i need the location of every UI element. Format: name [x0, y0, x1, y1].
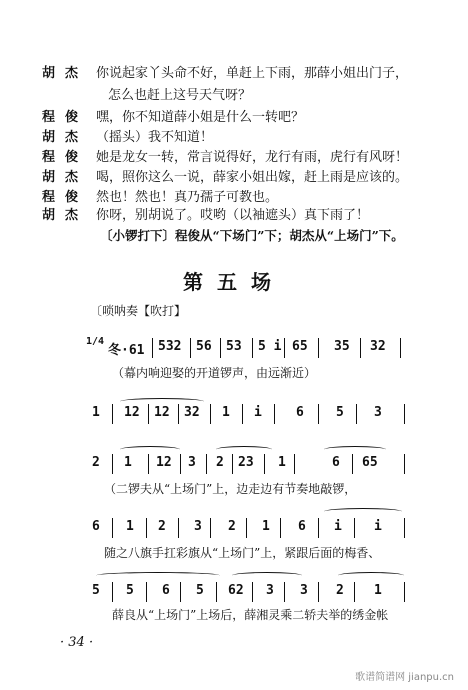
- slur: [232, 572, 302, 579]
- barline: [252, 582, 253, 602]
- note: 5: [196, 583, 204, 598]
- note: 1: [92, 405, 100, 420]
- note: 6: [296, 405, 304, 420]
- barline: [264, 454, 265, 474]
- barline: [318, 582, 319, 602]
- barline: [354, 518, 355, 538]
- speaker: 胡杰: [42, 170, 89, 185]
- lyric-line: （二锣夫从“上场门”上，边走边有节奏地敲锣，: [104, 482, 357, 496]
- note-group: 32: [370, 339, 386, 354]
- barline: [246, 518, 247, 538]
- note-group: 56: [196, 339, 212, 354]
- dialogue-text: 喝，照你这么一说，薛家小姐出嫁，赶上雨是应该的。: [96, 170, 409, 185]
- barline: [280, 518, 281, 538]
- barline: [152, 338, 153, 358]
- note: 62: [228, 583, 244, 598]
- slur: [120, 398, 204, 405]
- barline: [318, 338, 319, 358]
- barline: [284, 338, 285, 358]
- note: 3: [188, 455, 196, 470]
- scene-title: 第五场: [183, 270, 285, 294]
- note: i: [254, 405, 262, 420]
- slur: [96, 572, 220, 579]
- barline: [112, 404, 113, 424]
- lyric-line: 随之八旗手扛彩旗从“上场门”上，紧跟后面的梅香、: [104, 546, 381, 560]
- note: 1: [262, 519, 270, 534]
- note: 12: [124, 405, 140, 420]
- time-signature: 1/4: [86, 336, 105, 347]
- note: 65: [362, 455, 378, 470]
- note: 3: [266, 583, 274, 598]
- note: 5: [92, 583, 100, 598]
- slur: [324, 508, 402, 515]
- notation-row: [92, 580, 422, 602]
- note: 3: [374, 405, 382, 420]
- slur: [120, 446, 180, 453]
- notation-row: [92, 452, 422, 474]
- barline: [284, 582, 285, 602]
- notation-row: [92, 402, 422, 424]
- barline: [148, 454, 149, 474]
- barline: [178, 518, 179, 538]
- lyric-line: （幕内响迎娶的开道锣声，由远渐近）: [112, 366, 317, 380]
- barline: [360, 338, 361, 358]
- barline: [112, 518, 113, 538]
- note-group: 65: [292, 339, 308, 354]
- note: 6: [298, 519, 306, 534]
- barline: [232, 454, 233, 474]
- note: 2: [92, 455, 100, 470]
- note: 1: [126, 519, 134, 534]
- watermark: 歌谱简谱网 jianpu.cn: [355, 672, 454, 683]
- slur: [324, 446, 386, 453]
- note: 6: [332, 455, 340, 470]
- note: i: [374, 519, 382, 534]
- slur: [338, 572, 404, 579]
- barline: [210, 518, 211, 538]
- speaker: 程俊: [42, 150, 89, 165]
- barline: [112, 454, 113, 474]
- barline: [318, 404, 319, 424]
- note: 5: [336, 405, 344, 420]
- note: 3: [194, 519, 202, 534]
- note: 2: [336, 583, 344, 598]
- music-instruction: 〔唢呐奏【吹打】: [90, 304, 187, 318]
- note: 6: [162, 583, 170, 598]
- note: 2: [216, 455, 224, 470]
- note: 3: [300, 583, 308, 598]
- barline: [206, 454, 207, 474]
- barline: [146, 518, 147, 538]
- note-group: 冬·61: [108, 343, 145, 358]
- note: 1: [278, 455, 286, 470]
- barline: [294, 454, 295, 474]
- barline: [178, 404, 179, 424]
- barline: [180, 582, 181, 602]
- speaker: 程俊: [42, 190, 89, 205]
- note: 12: [156, 455, 172, 470]
- barline: [242, 404, 243, 424]
- barline: [216, 582, 217, 602]
- notation-row: [86, 336, 416, 358]
- barline: [180, 454, 181, 474]
- speaker: 胡杰: [42, 208, 89, 223]
- note: 5: [126, 583, 134, 598]
- barline: [112, 582, 113, 602]
- barline: [220, 338, 221, 358]
- speaker: 胡杰: [42, 130, 89, 145]
- dialogue-text: 你呀，别胡说了。哎哟（以袖遮头）真下雨了！: [96, 208, 370, 223]
- barline: [318, 518, 319, 538]
- barline: [190, 338, 191, 358]
- barline: [252, 338, 253, 358]
- note-group: 53: [226, 339, 242, 354]
- dialogue-text: 怎么也赶上这号天气呀？: [108, 88, 252, 103]
- note-group: 532: [158, 339, 182, 354]
- barline: [148, 404, 149, 424]
- note: 1: [374, 583, 382, 598]
- note: 6: [92, 519, 100, 534]
- barline: [274, 404, 275, 424]
- barline: [352, 454, 353, 474]
- note-group: 35: [334, 339, 350, 354]
- stage-direction: 〔小锣打下〕程俊从“下场门”下；胡杰从“上场门”下。: [100, 228, 404, 243]
- barline: [354, 582, 355, 602]
- dialogue-text: 你说起家丫头命不好，单赶上下雨，那薛小姐出门子，: [96, 66, 409, 81]
- notation-row: [92, 516, 422, 538]
- dialogue-text: （摇头）我不知道！: [96, 130, 214, 145]
- barline: [146, 582, 147, 602]
- barline: [404, 454, 405, 474]
- note: 1: [124, 455, 132, 470]
- note: i: [334, 519, 342, 534]
- slur: [216, 446, 272, 453]
- note: 12: [154, 405, 170, 420]
- note: 1: [222, 405, 230, 420]
- dialogue-text: 然也！然也！真乃孺子可教也。: [96, 190, 279, 205]
- note: 23: [238, 455, 254, 470]
- note: 2: [228, 519, 236, 534]
- barline: [210, 404, 211, 424]
- barline: [356, 404, 357, 424]
- speaker: 胡杰: [42, 66, 89, 81]
- speaker: 程俊: [42, 110, 89, 125]
- barline: [404, 518, 405, 538]
- note: 32: [184, 405, 200, 420]
- dialogue-text: 她是龙女一转，常言说得好，龙行有雨，虎行有风呀！: [96, 150, 409, 165]
- barline: [404, 404, 405, 424]
- page-number: · 34 ·: [60, 635, 94, 650]
- note: 2: [158, 519, 166, 534]
- lyric-line: 薛良从“上场门”上场后，薛湘灵乘二轿夫举的绣金帐: [112, 608, 389, 622]
- dialogue-text: 嘿，你不知道薛小姐是什么一转吧？: [96, 110, 305, 125]
- note-group: 5 i: [258, 339, 282, 354]
- barline: [400, 338, 401, 358]
- barline: [404, 582, 405, 602]
